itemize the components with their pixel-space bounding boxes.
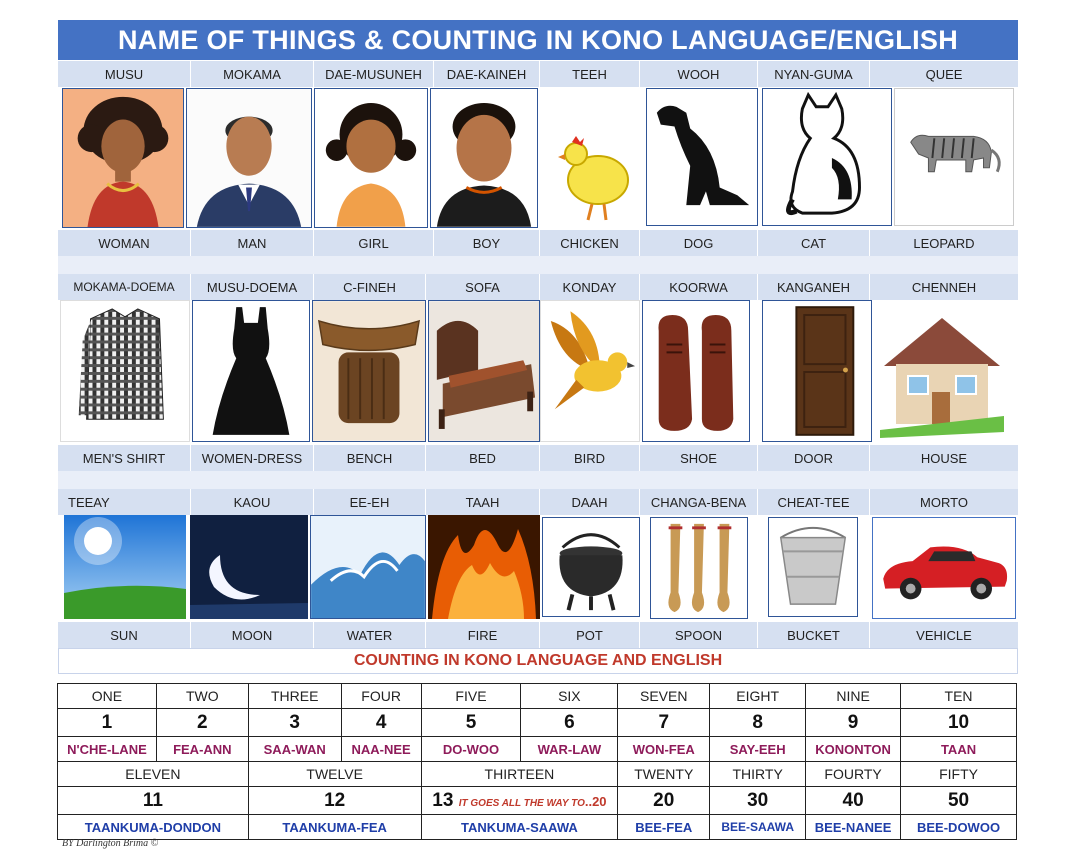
kono-label: KONDAY (540, 274, 640, 300)
sun-icon (64, 515, 186, 619)
kono-label: C-FINEH (314, 274, 426, 300)
count-kono: TANKUMA-SAAWA (421, 815, 618, 840)
kono-label: DAE-MUSUNEH (314, 61, 434, 87)
girl-icon (314, 88, 428, 228)
spacer-band-1 (58, 256, 1018, 274)
kono-label: KANGANEH (758, 274, 870, 300)
count-kono: N'CHE-LANE (58, 737, 157, 762)
count-english: FOURTY (806, 762, 901, 787)
kono-label: EE-EH (314, 489, 426, 515)
count-english: ELEVEN (58, 762, 249, 787)
count-kono: KONONTON (806, 737, 901, 762)
kono-label: TEEAY (58, 489, 191, 515)
count-english: EIGHT (710, 684, 806, 709)
english-label: MOON (191, 622, 314, 648)
kono-label: KOORWA (640, 274, 758, 300)
count-kono: TAANKUMA-DONDON (58, 815, 249, 840)
english-label: POT (540, 622, 640, 648)
count-kono-row-2 (58, 815, 1017, 840)
count-kono: BEE-FEA (618, 815, 710, 840)
english-label: GIRL (314, 230, 434, 256)
english-label: SUN (58, 622, 191, 648)
count-kono: FEA-ANN (156, 737, 248, 762)
counting-table (57, 683, 1017, 840)
count-english: THIRTY (710, 762, 806, 787)
count-number-with-note (421, 787, 618, 815)
count-kono: SAA-WAN (248, 737, 341, 762)
moon-icon (190, 515, 308, 619)
english-label: SPOON (640, 622, 758, 648)
english-label: WOMEN-DRESS (191, 445, 314, 471)
kono-label: SOFA (426, 274, 540, 300)
count-english: ONE (58, 684, 157, 709)
count-number: 8 (710, 709, 806, 737)
english-label: CHICKEN (540, 230, 640, 256)
kono-label: MOKAMA-DOEMA (58, 274, 191, 300)
bucket-icon (768, 517, 858, 617)
english-label: BENCH (314, 445, 426, 471)
kono-label: CHEAT-TEE (758, 489, 870, 515)
count-english: TWENTY (618, 762, 710, 787)
kono-label: KAOU (191, 489, 314, 515)
page-title: NAME OF THINGS & COUNTING IN KONO LANGUAGE/ENGLISH (58, 20, 1018, 60)
count-number: 2 (156, 709, 248, 737)
english-label: DOOR (758, 445, 870, 471)
leopard-icon (894, 88, 1014, 226)
count-kono-row (58, 737, 1017, 762)
house-icon (874, 300, 1010, 442)
count-english: NINE (806, 684, 901, 709)
count-english: TWELVE (248, 762, 421, 787)
vehicle-icon (872, 517, 1016, 619)
count-number: 3 (248, 709, 341, 737)
chicken-icon (542, 122, 640, 228)
count-number: 4 (341, 709, 421, 737)
english-label: SHOE (640, 445, 758, 471)
english-label: BIRD (540, 445, 640, 471)
english-label: WOMAN (58, 230, 191, 256)
count-english: FOUR (341, 684, 421, 709)
kono-label: TEEH (540, 61, 640, 87)
count-number: 11 (58, 787, 249, 815)
count-number-row-2 (58, 787, 1017, 815)
pot-icon (542, 517, 640, 617)
english-label: MEN'S SHIRT (58, 445, 191, 471)
count-kono: BEE-NANEE (806, 815, 901, 840)
count-english: SIX (521, 684, 618, 709)
english-label: WATER (314, 622, 426, 648)
kono-label: DAE-KAINEH (434, 61, 540, 87)
count-kono: TAANKUMA-FEA (248, 815, 421, 840)
count-english: TWO (156, 684, 248, 709)
kono-label: WOOH (640, 61, 758, 87)
english-label: BUCKET (758, 622, 870, 648)
count-kono: DO-WOO (421, 737, 521, 762)
range-note: IT GOES ALL THE WAY TO (458, 797, 585, 809)
counting-section-title: COUNTING IN KONO LANGUAGE AND ENGLISH (58, 648, 1018, 674)
kono-label: DAAH (540, 489, 640, 515)
count-kono: BEE-SAAWA (710, 815, 806, 840)
fire-icon (428, 515, 540, 619)
english-label: BED (426, 445, 540, 471)
count-number: 40 (806, 787, 901, 815)
count-number: 9 (806, 709, 901, 737)
english-label: BOY (434, 230, 540, 256)
count-english: SEVEN (618, 684, 710, 709)
bird-icon (540, 300, 640, 442)
bench-icon (312, 300, 426, 442)
kono-label: CHANGA-BENA (640, 489, 758, 515)
kono-label: QUEE (925, 66, 963, 82)
english-label: FIRE (426, 622, 540, 648)
count-number: 12 (248, 787, 421, 815)
range-note-end: ..20 (584, 793, 607, 809)
author-credit: BY Darlington Brima © (62, 838, 159, 849)
kono-label: NYAN-GUMA (758, 61, 870, 87)
count-kono: WON-FEA (618, 737, 710, 762)
count-number: 13 (432, 789, 454, 811)
woman-icon (62, 88, 184, 228)
dress-icon (192, 300, 310, 442)
count-english-row (58, 684, 1017, 709)
english-label: MAN (191, 230, 314, 256)
english-label: CAT (758, 230, 870, 256)
dog-icon (646, 88, 758, 226)
count-number-row (58, 709, 1017, 737)
kono-label: CHENNEH (911, 279, 977, 295)
count-english: TEN (901, 684, 1017, 709)
kono-label: MOKAMA (191, 61, 314, 87)
spacer-band-2 (58, 471, 1018, 489)
count-number: 5 (421, 709, 521, 737)
english-label: HOUSE (920, 450, 968, 466)
count-kono: BEE-DOWOO (901, 815, 1017, 840)
cat-icon (762, 88, 892, 226)
count-kono: SAY-EEH (710, 737, 806, 762)
english-label: DOG (640, 230, 758, 256)
count-number: 7 (618, 709, 710, 737)
shirt-icon (60, 300, 190, 442)
bed-icon (428, 300, 540, 442)
shoe-icon (642, 300, 750, 442)
count-kono: NAA-NEE (341, 737, 421, 762)
count-english: FIVE (421, 684, 521, 709)
spoon-icon (650, 517, 748, 619)
count-number: 30 (710, 787, 806, 815)
man-icon (186, 88, 312, 228)
count-number: 6 (521, 709, 618, 737)
count-number: 10 (901, 709, 1017, 737)
count-english-row-2 (58, 762, 1017, 787)
english-label: LEOPARD (913, 235, 975, 251)
door-icon (762, 300, 872, 442)
kono-label: MUSU-DOEMA (191, 274, 314, 300)
count-kono: TAAN (901, 737, 1017, 762)
water-icon (310, 515, 426, 619)
boy-icon (430, 88, 538, 228)
kono-label: MUSU (58, 61, 191, 87)
count-english: THIRTEEN (421, 762, 618, 787)
count-number: 50 (901, 787, 1017, 815)
count-number: 1 (58, 709, 157, 737)
count-english: THREE (248, 684, 341, 709)
count-kono: WAR-LAW (521, 737, 618, 762)
english-label: VEHICLE (916, 627, 972, 643)
kono-label: MORTO (920, 494, 968, 510)
count-number: 20 (618, 787, 710, 815)
count-english: FIFTY (901, 762, 1017, 787)
kono-label: TAAH (426, 489, 540, 515)
